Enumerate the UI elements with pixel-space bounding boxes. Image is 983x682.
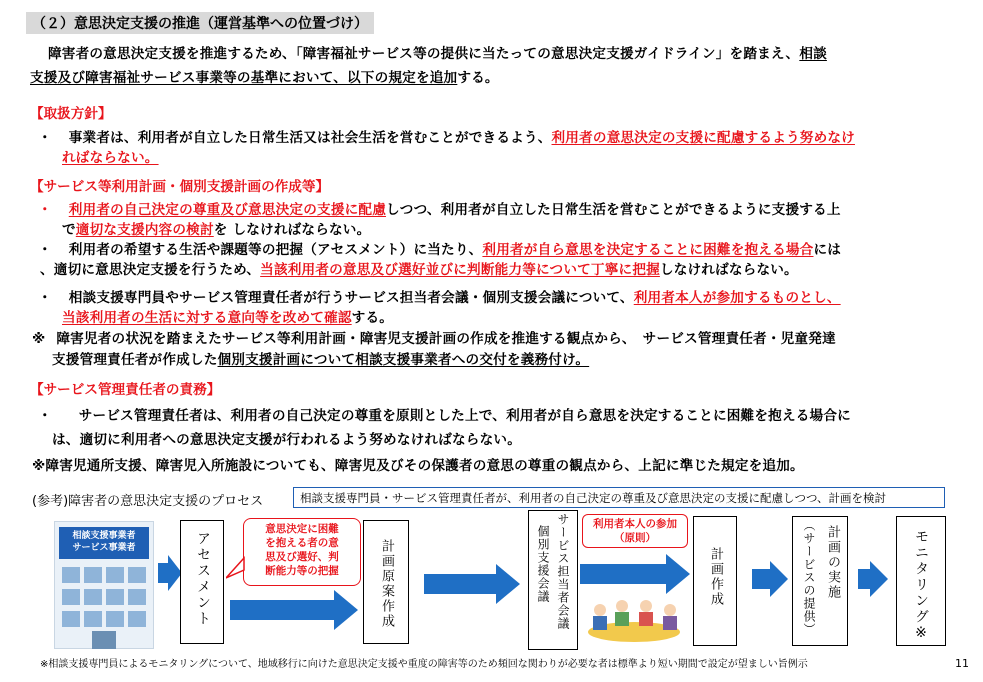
policy-text-1b: 利用者の意思決定の支援に配慮するよう努めなけ: [551, 130, 855, 146]
bullet: ・: [38, 242, 52, 258]
plan-b3-text-1b: 利用者本人が参加するものとし、: [633, 290, 841, 306]
step-plan: [693, 516, 737, 646]
plan-b1-text-2c: を しなければならない。: [213, 222, 371, 238]
step-draft-label: 計画原案作成: [379, 539, 394, 629]
policy-line-2: ればならない。: [62, 150, 159, 166]
plan-heading: 【サービス等利用計画・個別支援計画の作成等】: [30, 179, 330, 195]
plan-b2-text-2a: 、適切に意思決定支援を行うため、: [40, 262, 261, 278]
manager-text-1: サービス管理責任者は、利用者の自己決定の尊重を原則とした上で、利用者が自ら意思を決定することに困難を抱える場合に: [78, 408, 851, 424]
bullet: ・: [38, 408, 52, 424]
intro-text-2a: 支援及び障害福祉サービス事業等の基準において、以下の規定を追加: [30, 70, 458, 86]
office-sign-line-2: サービス事業者: [72, 543, 136, 553]
step-monitor-label: モニタリング※: [913, 529, 929, 643]
intro-text-2b: する。: [457, 70, 499, 86]
note-mark: ※: [32, 331, 46, 347]
plan-b2-text-2b: 当該利用者の意思及び選好並びに判断能力等について丁寧に把握: [260, 262, 660, 278]
step-monitor: [896, 516, 946, 646]
arrow-1: [158, 555, 182, 591]
section-title: （２）意思決定支援の推進（運営基準への位置づけ）: [26, 12, 374, 34]
bubble1-tail: [226, 556, 246, 580]
intro-line-2: [30, 66, 499, 86]
plan-note-text-2b: 個別支援計画について相談支援事業者への交付を義務付け。: [217, 352, 590, 368]
plan-b3-line-1: [38, 286, 841, 306]
policy-line-1: [38, 126, 855, 146]
step-provide: [792, 516, 848, 646]
manager-note: ※障害児通所支援、障害児入所施設についても、障害児及びその保護者の意思の尊重の観点から、上記に準じた規定を追加。: [32, 458, 804, 474]
plan-b1-line-1: [38, 198, 841, 218]
bullet: ・: [38, 202, 52, 218]
arrow-2: [230, 590, 358, 630]
step-provide-label-2: （サービスの提供）: [802, 519, 816, 636]
bubble-assessment-note: [243, 518, 361, 586]
manager-line-2: は、適切に利用者への意思決定支援が行われるよう努めなければならない。: [52, 432, 521, 448]
arrow-4: [580, 554, 690, 594]
process-footnote: ※相談支援専門員によるモニタリングについて、地域移行に向けた意思決定支援や重度の障害等のため頻回な関わりが必要な者は標準より短い期間で設定が望ましい旨例示: [40, 659, 808, 670]
step-assessment: [180, 520, 224, 644]
manager-line-1: [38, 404, 851, 424]
bubble2-line-1: 利用者本人の参加: [593, 518, 677, 530]
bubble1-line-1: 意思決定に困難: [265, 523, 339, 535]
process-banner: 相談支援専門員・サービス管理責任者が、利用者の自己決定の尊重及び意思決定の支援に配慮しつつ、計画を検討: [293, 487, 945, 508]
manager-heading: 【サービス管理責任者の責務】: [30, 382, 221, 398]
plan-note-text-1: 障害児者の状況を踏まえたサービス等利用計画・障害児支援計画の作成を推進する観点から、 サービス管理責任者・児童発達: [56, 331, 836, 347]
page-number: 11: [955, 657, 969, 670]
meeting-people-icon: [582, 596, 688, 644]
arrow-5: [752, 561, 788, 597]
intro-line-1: [48, 42, 827, 62]
plan-note-line-1: [32, 327, 836, 347]
plan-note-text-2a: 支援管理責任者が作成した: [52, 352, 218, 368]
step-assessment-label: アセスメント: [195, 531, 211, 627]
policy-text-1a: 事業者は、利用者が自立した日常生活又は社会生活を営むことができるよう、: [68, 130, 552, 146]
plan-b2-text-1a: 利用者の希望する生活や課題等の把握（アセスメント）に当たり、: [68, 242, 483, 258]
bullet: ・: [38, 130, 52, 146]
step-meeting-label-1: サービス担当者会議: [556, 513, 570, 630]
plan-note-line-2: [52, 348, 589, 368]
step-meeting: [528, 510, 578, 650]
plan-b1-text-2a: で: [62, 222, 76, 238]
bubble1-line-3: 思及び選好、判: [265, 551, 339, 563]
plan-b2-text-1b: 利用者が自ら意思を決定することに困難を抱える場合: [482, 242, 814, 258]
bubble2-line-2: （原則）: [614, 532, 656, 544]
office-sign: [59, 527, 149, 559]
plan-b1-line-2: [62, 218, 370, 238]
bullet: ・: [38, 290, 52, 306]
plan-b1-text-1a: 利用者の自己決定の尊重及び意思決定の支援に配慮: [68, 202, 386, 218]
office-sign-line-1: 相談支援事業者: [72, 531, 136, 541]
plan-b1-text-1b: しつつ、利用者が自立した日常生活を営むことができるように支援する上: [386, 202, 841, 218]
plan-b2-line-2: [40, 258, 798, 278]
step-provide-label-1: 計画の実施: [825, 525, 840, 600]
step-meeting-label-2: 個別支援会議: [536, 525, 550, 603]
arrow-3: [424, 564, 520, 604]
step-draft: [363, 520, 409, 644]
plan-b2-text-2c: しなければならない。: [659, 262, 798, 278]
office-building-icon: [54, 521, 154, 649]
intro-text-1b: 相談: [799, 46, 827, 62]
process-title: (参考)障害者の意思決定支援のプロセス: [32, 494, 264, 509]
step-plan-label: 計画作成: [708, 547, 723, 607]
bubble-participation-note: [582, 514, 688, 548]
arrow-6: [858, 561, 888, 597]
bubble1-line-2: を抱える者の意: [265, 537, 339, 549]
plan-b1-text-2b: 適切な支援内容の検討: [75, 222, 214, 238]
plan-b3-text-2a: 当該利用者の生活に対する意向等を改めて確認: [62, 310, 352, 326]
plan-b3-text-1a: 相談支援専門員やサービス管理責任者が行うサービス担当者会議・個別支援会議について、: [68, 290, 634, 306]
intro-text-1a: 障害者の意思決定支援を推進するため、「障害福祉サービス等の提供に当たっての意思決定支援ガイドライン」を踏まえ、: [48, 46, 800, 62]
plan-b3-line-2: [62, 306, 393, 326]
bubble1-line-4: 断能力等の把握: [265, 565, 339, 577]
policy-heading: 【取扱方針】: [30, 106, 112, 122]
plan-b2-text-1c: には: [813, 242, 842, 258]
plan-b3-text-2b: する。: [351, 310, 394, 326]
plan-b2-line-1: [38, 238, 841, 258]
